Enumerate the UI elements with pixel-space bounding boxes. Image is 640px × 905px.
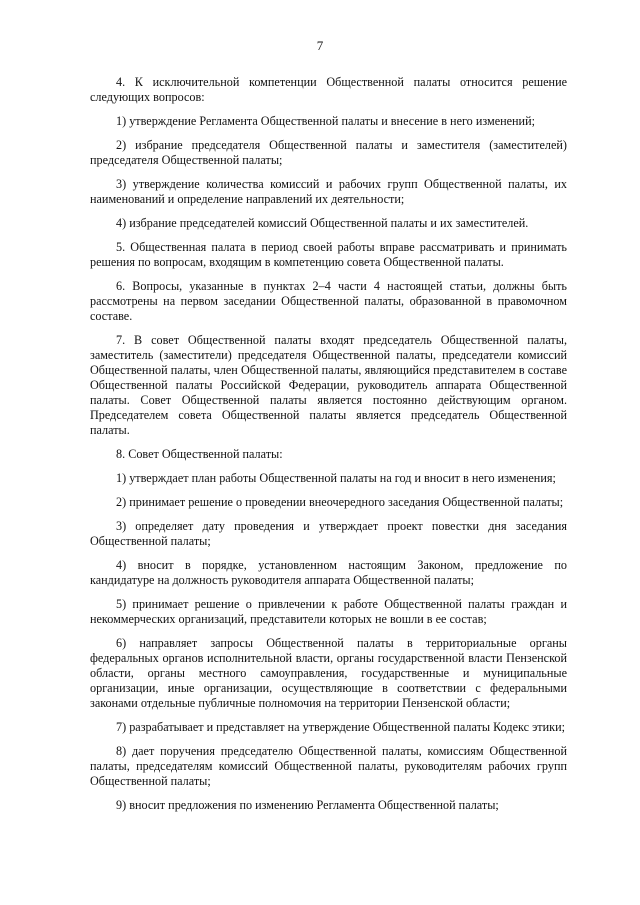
paragraph-5: 5. Общественная палата в период своей работы вправе рассматривать и принимать решения по вопросам, входящим в компетенцию совета Общественной палаты.	[90, 240, 567, 269]
list-item-8-1: 1) утверждает план работы Общественной палаты на год и вносит в него изменения;	[116, 471, 556, 485]
document-body	[90, 75, 567, 822]
list-item-8-6: 6) направляет запросы Общественной палаты в территориальные органы федеральных органов исполнительной власти, органы государственной власти Пензенской области, органы местного самоуправления, государственные и муниципальные организации, иные организации, осуществляющие в соответствии с федеральными законами отдельные публичные полномочия на территории Пензенской области;	[90, 636, 567, 710]
list-item-4-1: 1) утверждение Регламента Общественной палаты и внесение в него изменений;	[116, 114, 535, 128]
list-item-8-9: 9) вносит предложения по изменению Регламента Общественной палаты;	[116, 798, 499, 812]
paragraph-8: 8. Совет Общественной палаты:	[116, 447, 283, 461]
list-item-4-4: 4) избрание председателей комиссий Общественной палаты и их заместителей.	[116, 216, 529, 230]
list-item-8-3: 3) определяет дату проведения и утверждает проект повестки дня заседания Общественной палаты;	[90, 519, 567, 548]
paragraph-4: 4. К исключительной компетенции Общественной палаты относится решение следующих вопросов:	[90, 75, 567, 104]
page-number: 7	[316, 38, 324, 53]
list-item-8-5: 5) принимает решение о привлечении к работе Общественной палаты граждан и некоммерческих организаций, представители которых не вошли в ее состав;	[90, 597, 567, 626]
list-item-8-4: 4) вносит в порядке, установленном настоящим Законом, предложение по кандидатуре на должность руководителя аппарата Общественной палаты;	[90, 558, 567, 587]
list-item-4-2: 2) избрание председателя Общественной палаты и заместителя (заместителей) председателя Общественной палаты;	[90, 138, 567, 167]
paragraph-7: 7. В совет Общественной палаты входят председатель Общественной палаты, заместитель (заместители) председателя Общественной палаты, председатели комиссий Общественной палаты, член Общественной палаты, являющийся представителем в составе Общественной палаты Российской Федерации, руководитель аппарата Общественной палаты. Совет Общественной палаты является постоянно действующим органом. Председателем совета Общественной палаты является председатель Общественной палаты.	[90, 333, 567, 437]
list-item-8-7: 7) разрабатывает и представляет на утверждение Общественной палаты Кодекс этики;	[116, 720, 565, 734]
list-item-8-2: 2) принимает решение о проведении внеочередного заседания Общественной палаты;	[116, 495, 564, 509]
list-item-4-3: 3) утверждение количества комиссий и рабочих групп Общественной палаты, их наименований и определение направлений их деятельности;	[90, 177, 567, 206]
paragraph-6: 6. Вопросы, указанные в пунктах 2–4 части 4 настоящей статьи, должны быть рассмотрены на первом заседании Общественной палаты, образованной в правомочном составе.	[90, 279, 567, 323]
list-item-8-8: 8) дает поручения председателю Общественной палаты, комиссиям Общественной палаты, председателям комиссий Общественной палаты, руководителям рабочих групп Общественной палаты;	[90, 744, 567, 788]
